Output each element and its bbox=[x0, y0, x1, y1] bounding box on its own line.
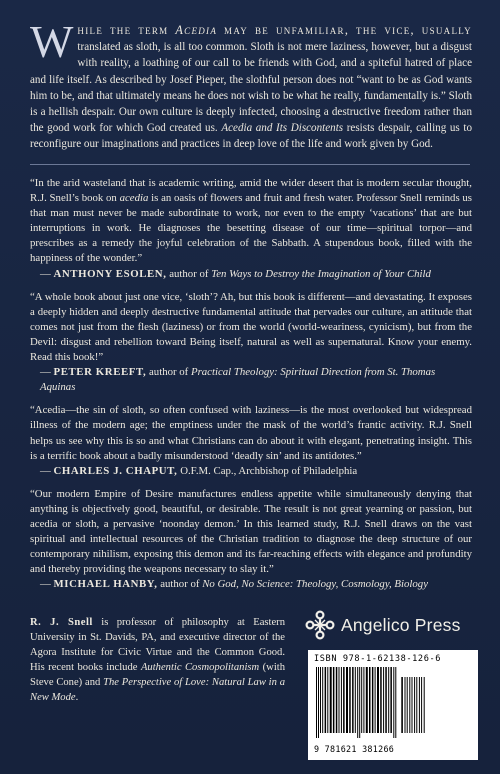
attribution-name: PETER KREEFT, bbox=[53, 366, 147, 379]
quote-text: “A whole book about just one vice, ‘sloth’? Ah, but this book is different—and devastating. It exposes a deeply hidden and deeply destructive fundamental attitude that pervades our culture, an attitude that comes not just from the flesh (laziness) or from the world (world-weariness, cynicism), but from the Devil: disgust and rebellion toward Being itself, natural as well as supernatural. Know your enemy. Read this book!” bbox=[30, 290, 472, 364]
barcode-bar bbox=[361, 667, 362, 733]
quote-text-rest: is an oasis of flowers and fruit and fresh water. Professor Snell reminds us that man must never be made subordinate to work, nor even to the empty ‘vacations’ that are but interruptions in work. He diagnoses the besetting disease of our time—spiritual torpor—and prescribes as a remedy the joyful celebration of the Sabbath. A stupendous book, filled with the happiness of the wonder.” bbox=[30, 192, 472, 265]
lead-rest: may be unfamiliar, the vice, usually bbox=[224, 23, 472, 37]
barcode-bar bbox=[419, 677, 420, 733]
attribution-dash: — bbox=[40, 267, 51, 280]
lead-italic: Acedia bbox=[175, 23, 218, 37]
attribution-title: Practical Theology: Spiritual Direction from St. Thomas Aquinas bbox=[40, 366, 436, 394]
quote-attribution bbox=[30, 365, 472, 395]
barcode-bar bbox=[322, 667, 323, 733]
quote-attribution bbox=[30, 464, 472, 479]
attribution-role: author of bbox=[149, 366, 189, 379]
bio-text: . bbox=[75, 692, 79, 703]
quote-text: “Our modern Empire of Desire manufactures endless appetite while simultaneously denying that anything is objectively good, beautiful, or desirable. The result is not great yearning or passion, but acedia or sloth, a pervasive ‘noonday demon.’ In this learned study, R.J. Snell draws on the vast spiritual and intellectual resources of the Christian tradition to diagnose the deep structure of our contemporary nihilism, exposing this demon and its far-reaching effects with elegance and profundity and thereby providing the weapons necessary to slay it.” bbox=[30, 487, 472, 576]
lead-words-text: hile the term bbox=[77, 23, 169, 37]
isbn-number: ISBN 978-1-62138-126-6 bbox=[314, 654, 442, 664]
publisher-logo bbox=[305, 608, 477, 642]
lead-words bbox=[77, 23, 472, 37]
barcode-bar bbox=[405, 677, 406, 733]
quote-text: “In the arid wasteland that is academic writing, amid the wider desert that is modern secular thought, R.J. Snell’s book on bbox=[30, 177, 472, 205]
bio-book-title: Authentic Cosmopolitanism bbox=[140, 662, 260, 673]
barcode-bar bbox=[366, 667, 368, 733]
barcode-bar bbox=[355, 667, 356, 733]
section-divider bbox=[30, 164, 470, 165]
endorsement-quote bbox=[30, 176, 472, 282]
quote-text: “Acedia—the sin of sloth, so often confused with laziness—is the most overlooked but widespread illness of the modern age; the emptiness under the mask of the world’s frantic activity. R.J. Snell helps us see why this is so and what Christians can do about it with elegant, penetrating insight. This is a terrific book about a badly misunderstood ‘deadly sin’ and its antidotes.” bbox=[30, 404, 472, 462]
endorsements bbox=[30, 176, 472, 600]
barcode-bar bbox=[363, 667, 364, 733]
barcode-bar bbox=[414, 677, 415, 733]
barcode-bar bbox=[369, 667, 371, 733]
barcode-bar bbox=[375, 667, 376, 733]
barcode-bar bbox=[341, 667, 342, 733]
barcode-bar bbox=[349, 667, 351, 733]
quote-italic: acedia bbox=[119, 192, 149, 205]
barcode-bar bbox=[357, 667, 358, 738]
attribution-dash: — bbox=[40, 578, 51, 591]
barcode-bar bbox=[412, 677, 413, 733]
attribution-name: ANTHONY ESOLEN, bbox=[53, 267, 167, 280]
barcode-bar bbox=[421, 677, 422, 733]
barcode-bar bbox=[383, 667, 384, 733]
barcode-bars bbox=[314, 667, 472, 743]
barcode-bar bbox=[388, 667, 389, 733]
barcode-bar bbox=[380, 667, 382, 733]
attribution-role: author of bbox=[160, 578, 200, 591]
barcode-bar bbox=[377, 667, 379, 733]
barcode-bar bbox=[416, 677, 417, 733]
barcode-bar bbox=[409, 677, 410, 733]
endorsement-quote bbox=[30, 487, 472, 593]
barcode-bar bbox=[385, 667, 387, 733]
barcode-bar bbox=[401, 677, 403, 733]
barcode-bar bbox=[336, 667, 338, 733]
attribution-title: Ten Ways to Destroy the Imagination of Your Child bbox=[211, 267, 431, 280]
isbn-barcode bbox=[308, 650, 478, 760]
attribution-name: MICHAEL HANBY, bbox=[53, 578, 158, 591]
description-body-2: resists despair, calling us to reconfigure our imaginations and practices in deep love of the life and work given by God. bbox=[30, 122, 472, 151]
barcode-bar bbox=[424, 677, 425, 733]
barcode-bar bbox=[325, 667, 327, 733]
barcode-bar bbox=[346, 667, 348, 733]
quote-attribution bbox=[30, 577, 472, 592]
barcode-bar bbox=[320, 667, 321, 733]
barcode-bar bbox=[407, 677, 408, 733]
endorsement-quote bbox=[30, 290, 472, 396]
barcode-digits-row bbox=[314, 744, 472, 754]
barcode-bar bbox=[343, 667, 345, 733]
barcode-bar bbox=[333, 667, 335, 733]
barcode-bar bbox=[318, 667, 319, 738]
attribution-name: CHARLES J. CHAPUT, bbox=[53, 464, 178, 477]
barcode-bar bbox=[316, 667, 317, 738]
attribution-role: O.F.M. Cap., Archbishop of Philadelphia bbox=[180, 464, 358, 477]
barcode-digits: 9 781621 381266 bbox=[314, 744, 395, 754]
attribution-dash: — bbox=[40, 464, 51, 477]
book-description bbox=[30, 16, 473, 153]
bio-author-name: R. J. Snell bbox=[30, 617, 93, 628]
barcode-bar bbox=[390, 667, 392, 733]
quote-attribution bbox=[30, 267, 472, 282]
barcode-bar bbox=[339, 667, 340, 733]
publisher-name: Angelico Press bbox=[341, 614, 461, 635]
barcode-bar bbox=[395, 667, 396, 738]
barcode-bar bbox=[393, 667, 394, 738]
attribution-title: No God, No Science: Theology, Cosmology, Biology bbox=[202, 578, 428, 591]
bio-text: is professor of philosophy at Eastern University in St. Davids, PA, and executive director of the Agora Institute for Civic Virtue and the Common Good. His recent books include bbox=[30, 617, 285, 673]
bio-book-title: The Perspective of Love: Natural Law in a New Mode bbox=[30, 677, 285, 703]
barcode-bar bbox=[330, 667, 332, 733]
barcode-bar bbox=[372, 667, 374, 733]
cross-emblem-icon bbox=[305, 610, 335, 640]
barcode-bar bbox=[359, 667, 360, 738]
attribution-role: author of bbox=[169, 267, 209, 280]
attribution-dash: — bbox=[40, 366, 51, 379]
endorsement-quote bbox=[30, 403, 472, 478]
drop-cap: W bbox=[30, 16, 74, 67]
author-bio bbox=[30, 615, 285, 705]
barcode-bar bbox=[327, 667, 328, 733]
barcode-bar bbox=[352, 667, 354, 733]
description-body-1: translated as sloth, is all too common. Sloth is not mere laziness, however, but a disgust with reality, a loathing of our call to be friends with God, and a spiteful hatred of place and life itself. As described by Josef Pieper, the slothful person does not “want to be as God wants him to be, and that ultimately means he does not wish to be what he really, fundamentally is.” Sloth is a hellish despair. Our own culture is deeply infected, choosing a destructive freedom rather than the good work for which God created us. bbox=[30, 41, 473, 135]
description-book-title: Acedia and Its Discontents bbox=[221, 122, 344, 135]
bio-text: (with Steve Cone) and bbox=[30, 662, 286, 688]
